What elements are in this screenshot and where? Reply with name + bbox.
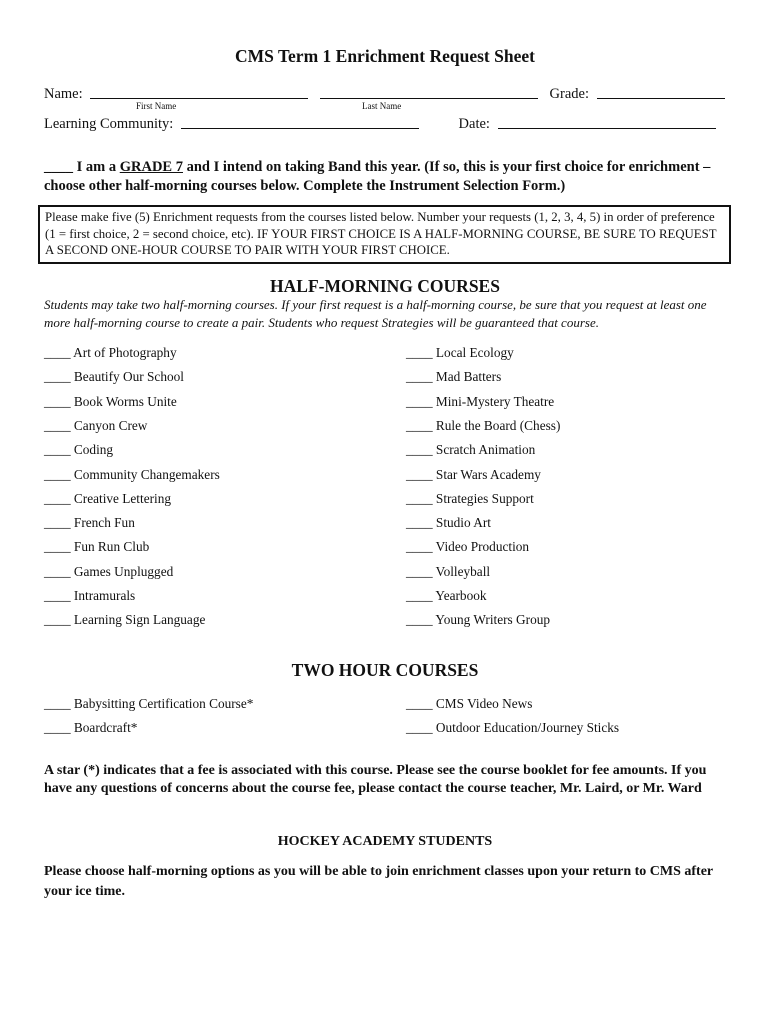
half-morning-course-item[interactable]: ____ Intramurals	[44, 588, 136, 603]
half-morning-course-item[interactable]: ____ Young Writers Group	[406, 612, 551, 628]
two-hour-course-item[interactable]: ____ Babysitting Certification Course*	[44, 696, 254, 711]
half-morning-course-item[interactable]: ____ Rule the Board (Chess)	[406, 417, 561, 433]
grade-label: Grade:	[549, 86, 589, 102]
hockey-text: Please choose half-morning options as you will be able to join enrichment classes upon your return to CMS after your ice time.	[44, 864, 713, 899]
half-morning-course-item[interactable]: ____ Video Production	[406, 539, 530, 555]
half-morning-course-item[interactable]: ____ Strategies Support	[406, 490, 534, 506]
band-text-pre: I am a	[73, 159, 120, 175]
page-title: CMS Term 1 Enrichment Request Sheet	[235, 46, 535, 66]
band-text-post: and I intend on taking Band this year. (If so, this is your first choice for enrichment – choose other half-morning courses below. Complete the Instrument Selection Form.)	[44, 159, 711, 194]
learning-community-field[interactable]	[181, 114, 419, 129]
half-morning-course-item[interactable]: ____ Games Unplugged	[44, 563, 174, 579]
half-morning-course-item[interactable]: ____ Coding	[44, 442, 114, 458]
half-morning-course-item[interactable]: ____ Fun Run Club	[44, 539, 150, 555]
half-morning-course-item[interactable]: ____ Community Changemakers	[44, 466, 220, 482]
name-row	[44, 83, 725, 103]
half-morning-course-item[interactable]: ____ Creative Lettering	[44, 490, 172, 506]
half-morning-course-item[interactable]: ____ French Fun	[44, 515, 135, 531]
half-morning-course-item[interactable]: ____ Scratch Animation	[406, 442, 536, 458]
community-row	[44, 113, 716, 133]
instructions-box: Please make five (5) Enrichment requests from the courses listed below. Number your requests (1, 2, 3, 4, 5) in order of preference (1 = first choice, 2 = second choice, etc). IF YOUR FIRST CHOICE IS A HALF-MORNING COURSE, BE SURE TO REQUEST A SECOND ONE-HOUR COURSE TO PAIR WITH YOUR FIRST CHOICE.	[38, 205, 731, 264]
fee-note: A star (*) indicates that a fee is associated with this course. Please see the course booklet for fee amounts. If you have any questions of concerns about the course fee, please contact the course teacher, Mr. Laird, or Mr. Ward	[44, 763, 707, 796]
hockey-heading: HOCKEY ACADEMY STUDENTS	[277, 834, 493, 849]
grade-field[interactable]	[597, 84, 725, 99]
half-morning-course-item[interactable]: ____ Volleyball	[406, 563, 491, 579]
half-morning-course-item[interactable]: ____ Canyon Crew	[44, 417, 148, 433]
half-morning-course-item[interactable]: ____ Beautify Our School	[44, 369, 184, 385]
band-statement	[44, 158, 734, 196]
two-hour-course-item[interactable]: ____ CMS Video News	[406, 696, 533, 711]
half-morning-course-item[interactable]: ____ Mad Batters	[406, 369, 502, 385]
band-grade: GRADE 7	[119, 159, 183, 175]
half-morning-note: Students may take two half-morning courses. If your first request is a half-morning course, be sure that you request at least one more half-morning course to create a pair. Students who request Strategies will be guaranteed that course.	[44, 297, 707, 330]
learning-community-label: Learning Community:	[44, 116, 174, 132]
two-hour-heading: TWO HOUR COURSES	[291, 660, 479, 680]
half-morning-course-item[interactable]: ____ Studio Art	[406, 515, 491, 531]
half-morning-course-item[interactable]: ____ Yearbook	[406, 588, 487, 603]
half-morning-heading: HALF-MORNING COURSES	[270, 276, 500, 296]
half-morning-course-item[interactable]: ____ Book Worms Unite	[44, 393, 177, 409]
date-field[interactable]	[498, 114, 716, 129]
half-morning-course-item[interactable]: ____ Local Ecology	[406, 345, 514, 360]
date-label: Date:	[458, 116, 490, 132]
two-hour-course-item[interactable]: ____ Outdoor Education/Journey Sticks	[406, 720, 620, 736]
half-morning-course-item[interactable]: ____ Mini-Mystery Theatre	[406, 393, 555, 409]
last-name-field[interactable]	[320, 84, 538, 99]
first-name-field[interactable]	[90, 84, 308, 99]
band-checkbox-blank[interactable]: ____	[44, 159, 73, 175]
first-name-caption: First Name	[136, 101, 177, 111]
half-morning-course-item[interactable]: ____ Art of Photography	[44, 345, 177, 360]
name-label: Name:	[44, 86, 83, 102]
two-hour-course-item[interactable]: ____ Boardcraft*	[44, 720, 138, 736]
last-name-caption: Last Name	[362, 101, 402, 111]
half-morning-course-item[interactable]: ____ Learning Sign Language	[44, 612, 206, 628]
half-morning-course-item[interactable]: ____ Star Wars Academy	[406, 466, 541, 482]
